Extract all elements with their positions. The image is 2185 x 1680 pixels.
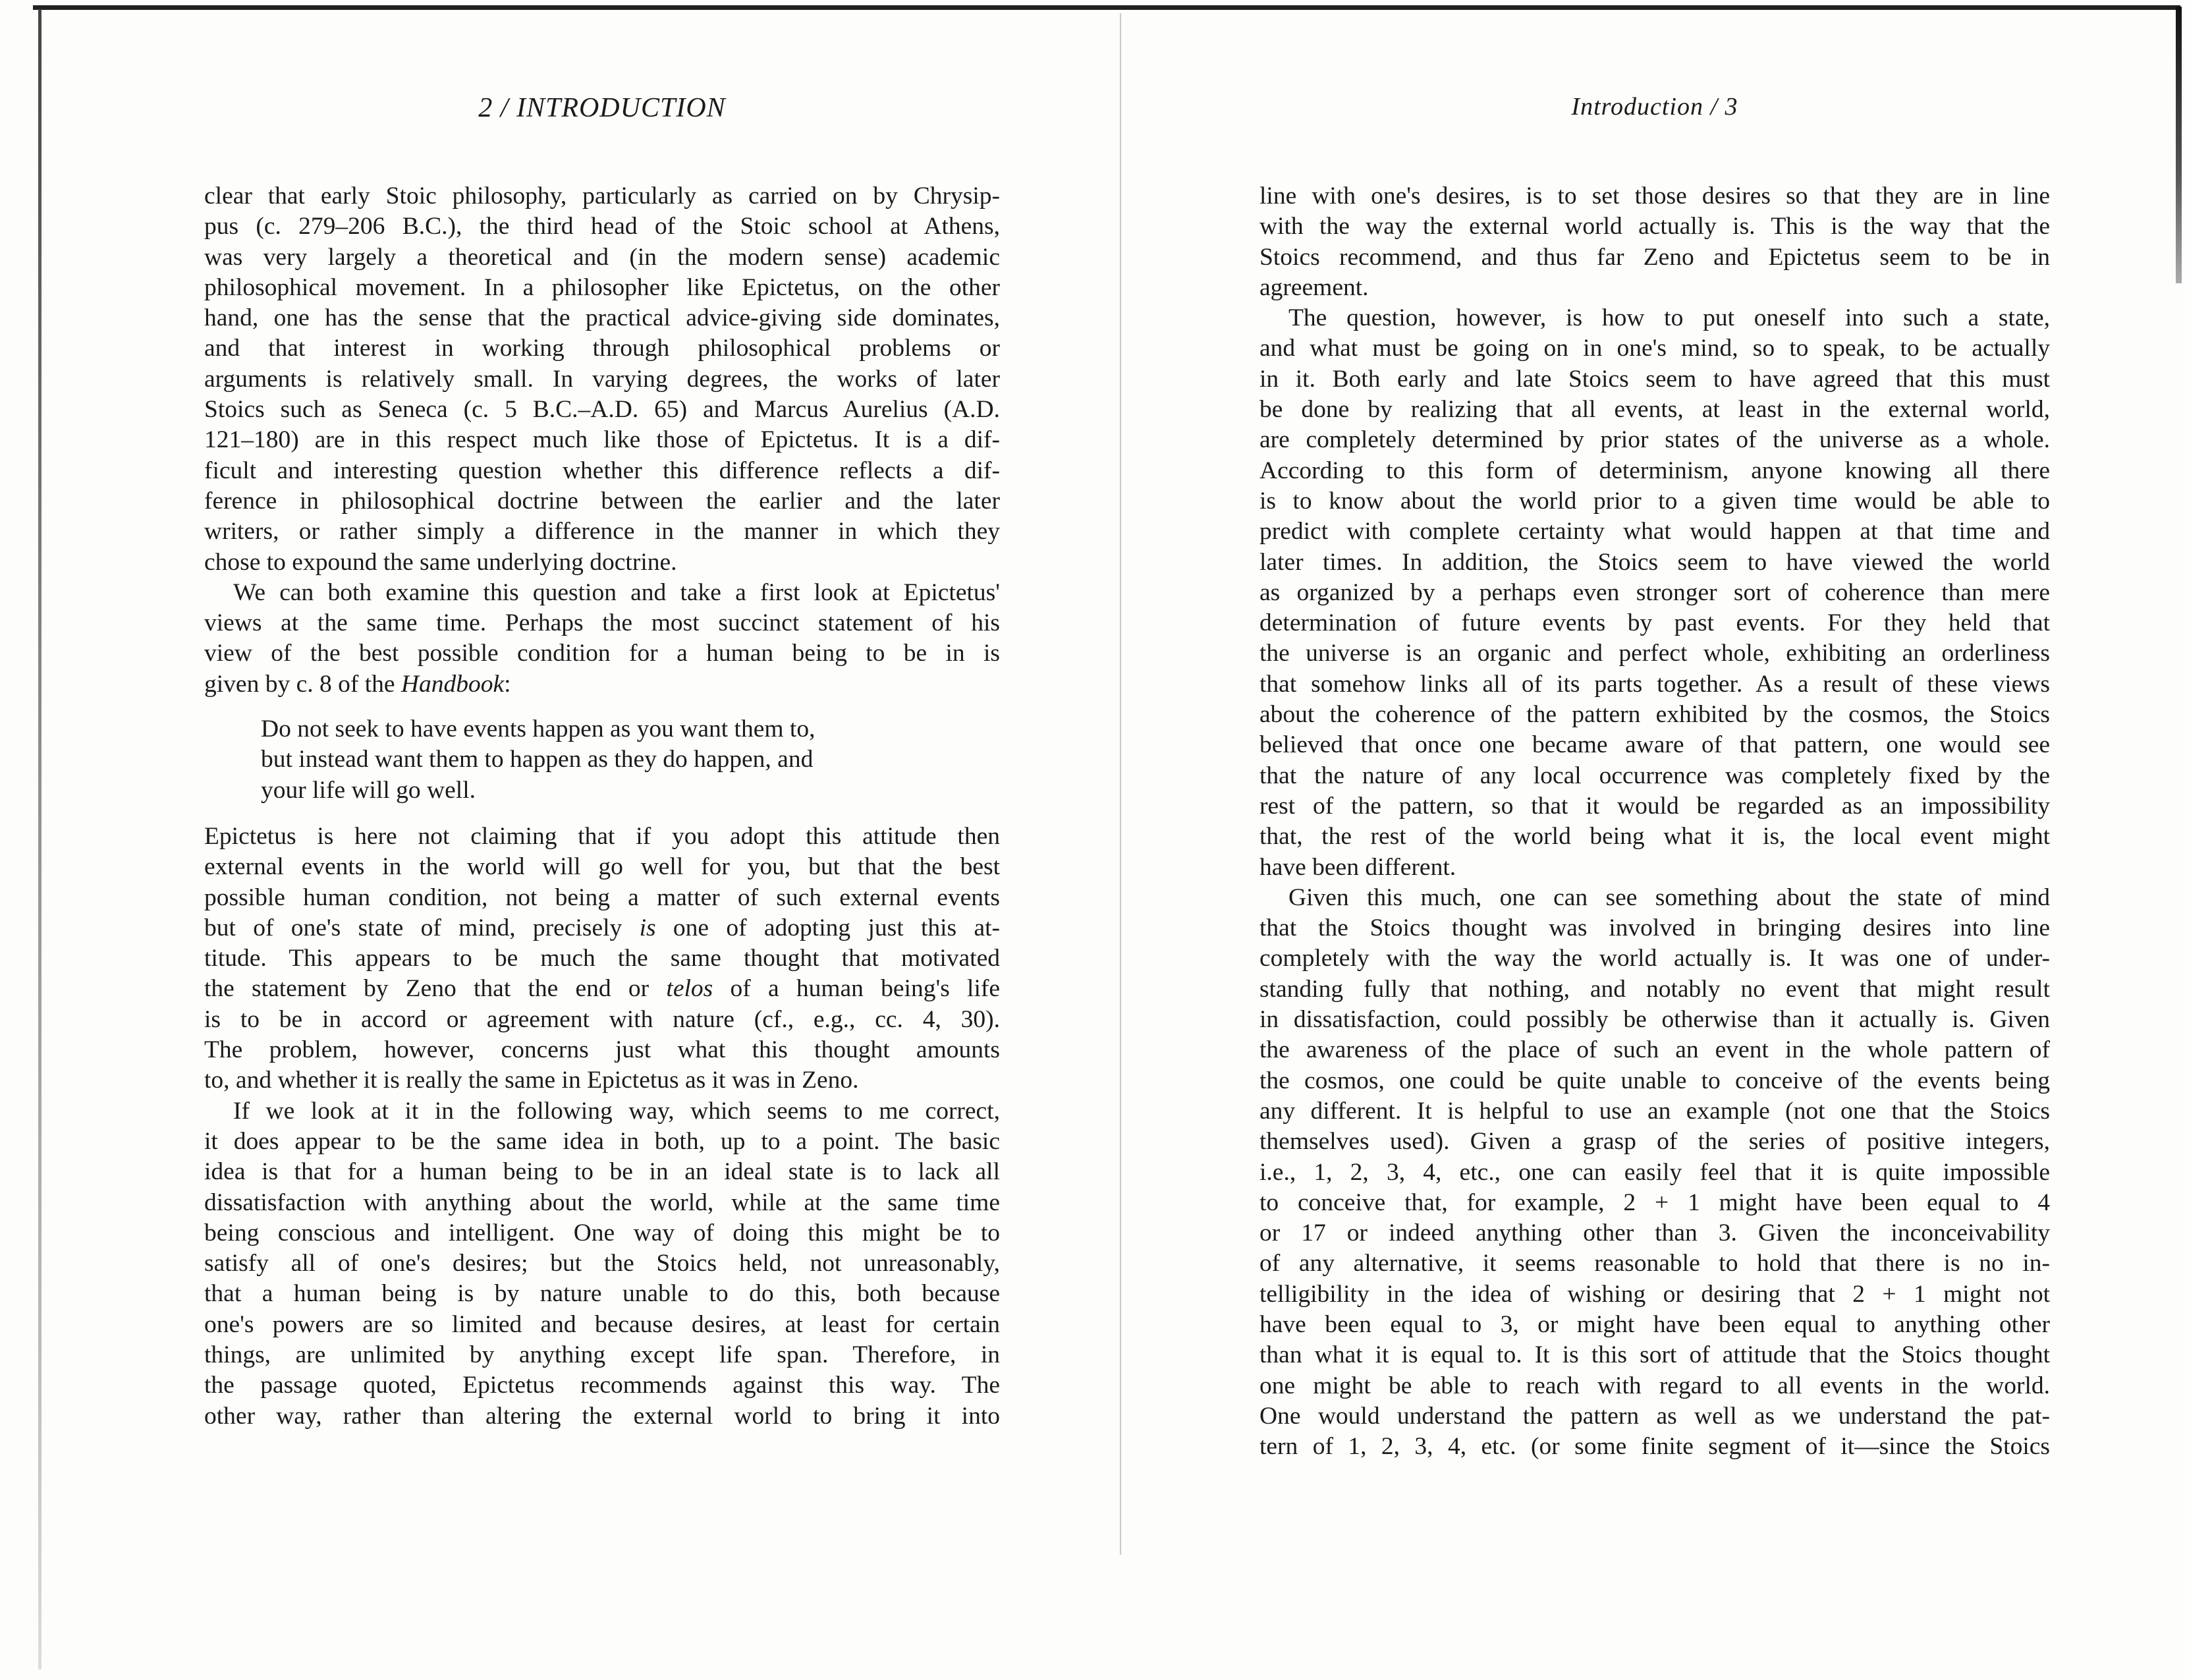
text-line: have been equal to 3, or might have been equal to anything other bbox=[1259, 1310, 2050, 1338]
text-line: be done by realizing that all events, at least in the external world, bbox=[1259, 396, 2050, 424]
text-line: the awareness of the place of such an event in the whole pattern of bbox=[1259, 1036, 2050, 1064]
text-line: We can both examine this question and take a first look at Epictetus' bbox=[233, 578, 1000, 606]
text-line: line with one's desires, is to set those desires so that they are in line bbox=[1259, 182, 2050, 210]
text-line: that a human being is by nature unable to do this, both because bbox=[204, 1280, 1000, 1308]
text-line: According to this form of determinism, anyone knowing all there bbox=[1259, 457, 2050, 484]
text-line: predict with complete certainty what would happen at that time and bbox=[1259, 518, 2050, 546]
text-line: titude. This appears to be much the same thought that motivated bbox=[204, 945, 1000, 972]
text-line: to conceive that, for example, 2 + 1 might have been equal to 4 bbox=[1259, 1189, 2050, 1216]
text-line: than what it is equal to. It is this sort of attitude that the Stoics thought bbox=[1259, 1341, 2050, 1369]
running-head-left: 2 / INTRODUCTION bbox=[478, 93, 726, 123]
text-line: one's powers are so limited and because desires, at least for certain bbox=[204, 1310, 1000, 1338]
text-line: that, the rest of the world being what it is, the local event might bbox=[1259, 823, 2050, 851]
scan-edge-left bbox=[38, 9, 41, 1669]
text-line: arguments is relatively small. In varying degrees, the works of later bbox=[204, 365, 1000, 393]
text-line: views at the same time. Perhaps the most succinct statement of his bbox=[204, 609, 1000, 637]
paragraph-1 bbox=[1259, 181, 2050, 303]
text-line: to, and whether it is really the same in Epictetus as it was in Zeno. bbox=[204, 1067, 859, 1094]
text-line: believed that once one became aware of that pattern, one would see bbox=[1259, 731, 2050, 759]
text-line: writers, or rather simply a difference in the manner in which they bbox=[204, 518, 1000, 546]
text-line: have been different. bbox=[1259, 853, 1456, 881]
text-line: about the coherence of the pattern exhibited by the cosmos, the Stoics bbox=[1259, 701, 2050, 729]
paragraph-3 bbox=[204, 822, 1000, 913]
text-line: Stoics such as Seneca (c. 5 B.C.–A.D. 65) and Marcus Aurelius (A.D. bbox=[204, 396, 1000, 424]
paragraph-2 bbox=[204, 578, 1000, 669]
text-line: external events in the world will go well for you, but that the best bbox=[204, 853, 1000, 881]
text-line: the statement by Zeno that the end or telos of a human being's life bbox=[204, 975, 1001, 1003]
text-line: hand, one has the sense that the practical advice-giving side dominates, bbox=[204, 304, 1000, 332]
text-line: Do not seek to have events happen as you want them to, bbox=[261, 715, 816, 743]
text-line: philosophical movement. In a philosopher like Epictetus, on the other bbox=[204, 273, 1000, 301]
book-gutter bbox=[1120, 13, 1121, 1555]
text-line: it does appear to be the same idea in both, up to a point. The basic bbox=[204, 1127, 1000, 1155]
text-line: telligibility in the idea of wishing or desiring that 2 + 1 might not bbox=[1259, 1280, 2050, 1308]
paragraph-4 bbox=[204, 1096, 1000, 1432]
text-line: The question, however, is how to put oneself into such a state, bbox=[1288, 304, 2050, 332]
text-line: are completely determined by prior states of the universe as a whole. bbox=[1259, 426, 2050, 454]
paragraph-2 bbox=[1259, 303, 2050, 883]
text-line: If we look at it in the following way, which seems to me correct, bbox=[233, 1097, 1000, 1125]
paragraph-1 bbox=[204, 181, 1000, 578]
paragraph-3 bbox=[1259, 883, 2050, 1463]
text-line: The problem, however, concerns just what this thought amounts bbox=[204, 1036, 1000, 1064]
paragraph-3-continued bbox=[204, 1005, 1000, 1096]
text-line: rest of the pattern, so that it would be regarded as an impossibility bbox=[1259, 792, 2050, 820]
text-line: possible human condition, not being a matter of such external events bbox=[204, 883, 1000, 911]
text-line: ficult and interesting question whether this difference reflects a dif- bbox=[204, 457, 1000, 484]
scan-edge-top bbox=[33, 5, 2180, 10]
text-line: tern of 1, 2, 3, 4, etc. (or some finite segment of it—since the Stoics bbox=[1259, 1433, 2050, 1461]
text-line: of any alternative, it seems reasonable to hold that there is no in- bbox=[1259, 1250, 2050, 1277]
text-line: your life will go well. bbox=[261, 776, 476, 804]
text-line: chose to expound the same underlying doctrine. bbox=[204, 548, 677, 576]
block-quote bbox=[261, 714, 959, 806]
text-line: satisfy all of one's desires; but the Stoics held, not unreasonably, bbox=[204, 1250, 1000, 1277]
text-line: in dissatisfaction, could possibly be otherwise than it actually is. Given bbox=[1259, 1006, 2050, 1034]
text-line: in it. Both early and late Stoics seem to have agreed that this must bbox=[1259, 365, 2050, 393]
text-line: view of the best possible condition for a human being to be in is bbox=[204, 640, 1000, 667]
text-line: and what must be going on in one's mind, so to speak, to be actually bbox=[1259, 335, 2050, 362]
text-line: other way, rather than altering the external world to bring it into bbox=[204, 1402, 1000, 1430]
text-line: dissatisfaction with anything about the world, while at the same time bbox=[204, 1189, 1000, 1216]
text-line: was very largely a theoretical and (in the modern sense) academic bbox=[204, 243, 1000, 271]
text-line: clear that early Stoic philosophy, particularly as carried on by Chrysip- bbox=[204, 182, 1000, 210]
text-line: and that interest in working through philosophical problems or bbox=[204, 335, 1000, 362]
text-line: as organized by a perhaps even stronger sort of coherence than mere bbox=[1259, 578, 2050, 606]
text-line: idea is that for a human being to be in an ideal state is to lack all bbox=[204, 1158, 1000, 1186]
scan-edge-right bbox=[2176, 7, 2182, 283]
text-line: is to know about the world prior to a given time would be able to bbox=[1259, 487, 2050, 515]
text-line: being conscious and intelligent. One way of doing this might be to bbox=[204, 1219, 1000, 1246]
right-page-body bbox=[1259, 181, 2050, 1462]
text-line: Given this much, one can see something about the state of mind bbox=[1288, 883, 2050, 911]
text-line: standing fully that nothing, and notably no event that might result bbox=[1259, 975, 2050, 1003]
text-line: completely with the way the world actually is. It was one of under- bbox=[1259, 945, 2050, 972]
text-line: Stoics recommend, and thus far Zeno and Epictetus seem to be in bbox=[1259, 243, 2050, 271]
text-line: pus (c. 279–206 B.C.), the third head of the Stoic school at Athens, bbox=[204, 213, 1000, 240]
text-line: but of one's state of mind, precisely is one of adopting just this at- bbox=[204, 914, 1000, 941]
text-line: given by c. 8 of the Handbook: bbox=[204, 670, 511, 698]
text-line: later times. In addition, the Stoics seem to have viewed the world bbox=[1259, 548, 2050, 576]
text-line: or 17 or indeed anything other than 3. Given the inconceivability bbox=[1259, 1219, 2050, 1247]
text-line: Epictetus is here not claiming that if you adopt this attitude then bbox=[204, 822, 1000, 850]
text-line: but instead want them to happen as they do happen, and bbox=[261, 746, 814, 773]
text-line: that the nature of any local occurrence was completely fixed by the bbox=[1259, 762, 2050, 789]
text-line: that somehow links all of its parts together. As a result of these views bbox=[1259, 670, 2050, 698]
text-line: is to be in accord or agreement with nature (cf., e.g., cc. 4, 30). bbox=[204, 1005, 1000, 1033]
text-line: 121–180) are in this respect much like those of Epictetus. It is a dif- bbox=[204, 426, 1000, 454]
text-line: agreement. bbox=[1259, 273, 1369, 301]
text-line: with the way the external world actually is. This is the way that the bbox=[1259, 213, 2050, 240]
text-line: any different. It is helpful to use an example (not one that the Stoics bbox=[1259, 1097, 2050, 1125]
text-line: things, are unlimited by anything except life span. Therefore, in bbox=[204, 1341, 1000, 1368]
text-line: the passage quoted, Epictetus recommends against this way. The bbox=[204, 1372, 1000, 1399]
text-line: ference in philosophical doctrine between the earlier and the later bbox=[204, 487, 1000, 515]
text-line: one might be able to reach with regard to all events in the world. bbox=[1259, 1372, 2050, 1399]
text-line: the cosmos, one could be quite unable to conceive of the events being bbox=[1259, 1067, 2050, 1094]
left-page-body bbox=[204, 181, 1000, 1432]
text-line: that the Stoics thought was involved in bringing desires into line bbox=[1259, 914, 2050, 942]
text-line: themselves used). Given a grasp of the series of positive integers, bbox=[1259, 1128, 2050, 1156]
running-head-right: Introduction / 3 bbox=[1571, 93, 1738, 121]
text-line: i.e., 1, 2, 3, 4, etc., one can easily feel that it is quite impossible bbox=[1259, 1158, 2050, 1186]
text-line: One would understand the pattern as well as we understand the pat- bbox=[1259, 1402, 2050, 1430]
text-line: determination of future events by past events. For they held that bbox=[1259, 609, 2050, 637]
text-line: the universe is an organic and perfect whole, exhibiting an orderliness bbox=[1259, 640, 2050, 667]
